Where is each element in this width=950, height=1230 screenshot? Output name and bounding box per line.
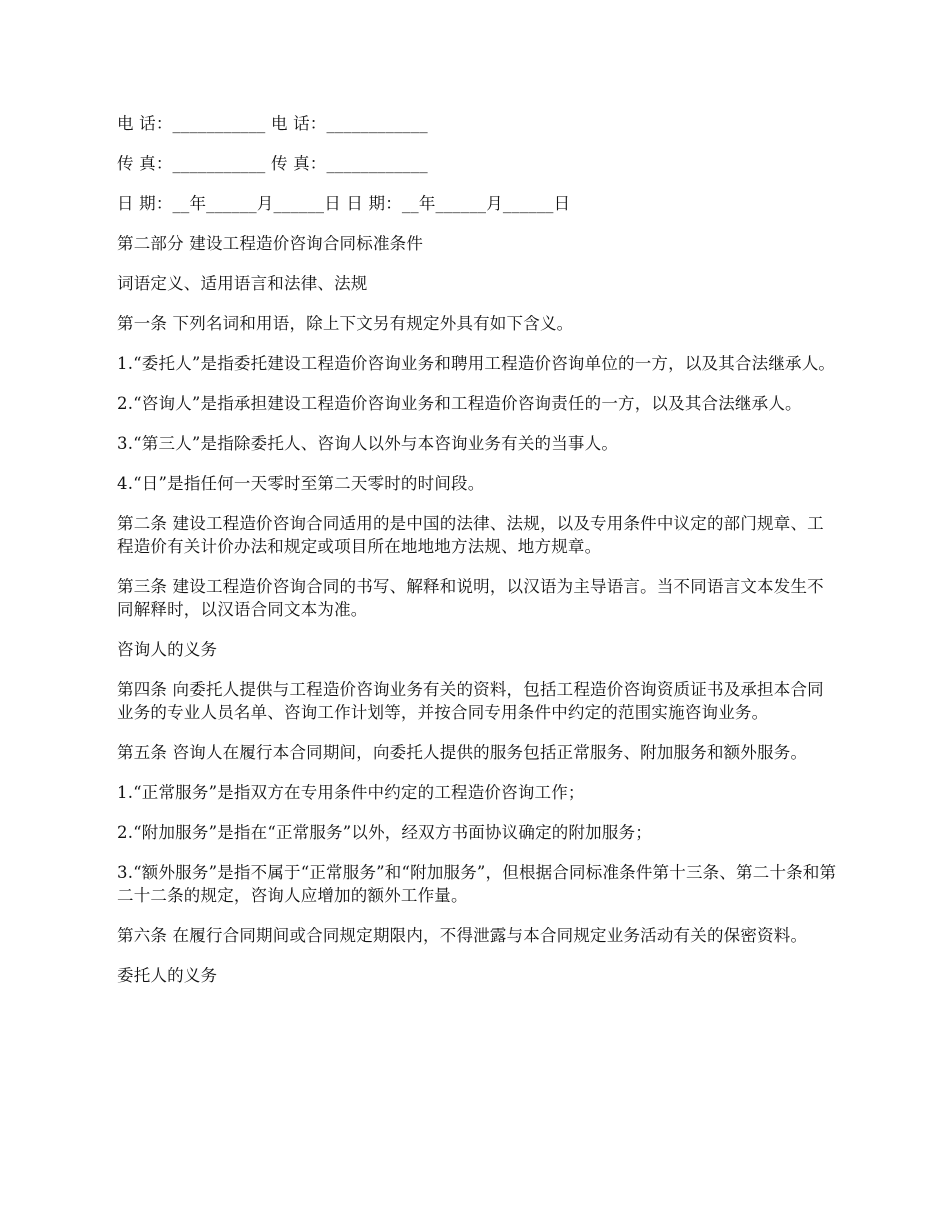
definition-client: 1.“委托人”是指委托建设工程造价咨询业务和聘用工程造价咨询单位的一方，以及其合法继承人。 — [117, 354, 836, 373]
service-additional: 2.“附加服务”是指在“正常服务”以外，经双方书面协议确定的附加服务； — [117, 823, 652, 842]
article-2: 第二条 建设工程造价咨询合同适用的是中国的法律、法规，以及专用条件中议定的部门规章、工程造价有关计价办法和规定或项目所在地地地方法规、地方规章。 — [117, 514, 824, 556]
definition-day: 4.“日”是指任何一天零时至第二天零时的时间段。 — [117, 474, 485, 493]
fax-line: 传 真：___________ 传 真：____________ — [117, 154, 428, 173]
phone-line: 电 话：___________ 电 话：____________ — [117, 114, 428, 133]
article-4: 第四条 向委托人提供与工程造价咨询业务有关的资料，包括工程造价咨询资质证书及承担本合同业务的专业人员名单、咨询工作计划等，并按合同专用条件中约定的范围实施咨询业务。 — [117, 680, 824, 722]
definition-third-party: 3.“第三人”是指除委托人、咨询人以外与本咨询业务有关的当事人。 — [117, 434, 619, 453]
article-3: 第三条 建设工程造价咨询合同的书写、解释和说明，以汉语为主导语言。当不同语言文本发生不同解释时，以汉语合同文本为准。 — [117, 577, 824, 619]
article-5: 第五条 咨询人在履行本合同期间，向委托人提供的服务包括正常服务、附加服务和额外服务。 — [117, 743, 808, 762]
consultant-obligations-heading: 咨询人的义务 — [117, 640, 218, 659]
service-extra: 3.“额外服务”是指不属于“正常服务”和“附加服务”，但根据合同标准条件第十三条、第二十条和第二十二条的规定，咨询人应增加的额外工作量。 — [117, 863, 837, 905]
article-1: 第一条 下列名词和用语，除上下文另有规定外具有如下含义。 — [117, 314, 574, 333]
part-two-heading: 第二部分 建设工程造价咨询合同标准条件 — [117, 234, 424, 253]
date-line: 日 期：__年______月______日 日 期：__年______月______日 — [117, 194, 571, 213]
service-normal: 1.“正常服务”是指双方在专用条件中约定的工程造价咨询工作； — [117, 783, 585, 802]
client-obligations-heading: 委托人的义务 — [117, 966, 218, 985]
definitions-heading: 词语定义、适用语言和法律、法规 — [117, 274, 368, 293]
definition-consultant: 2.“咨询人”是指承担建设工程造价咨询业务和工程造价咨询责任的一方，以及其合法继承人。 — [117, 394, 802, 413]
article-6: 第六条 在履行合同期间或合同规定期限内，不得泄露与本合同规定业务活动有关的保密资料。 — [117, 926, 808, 945]
